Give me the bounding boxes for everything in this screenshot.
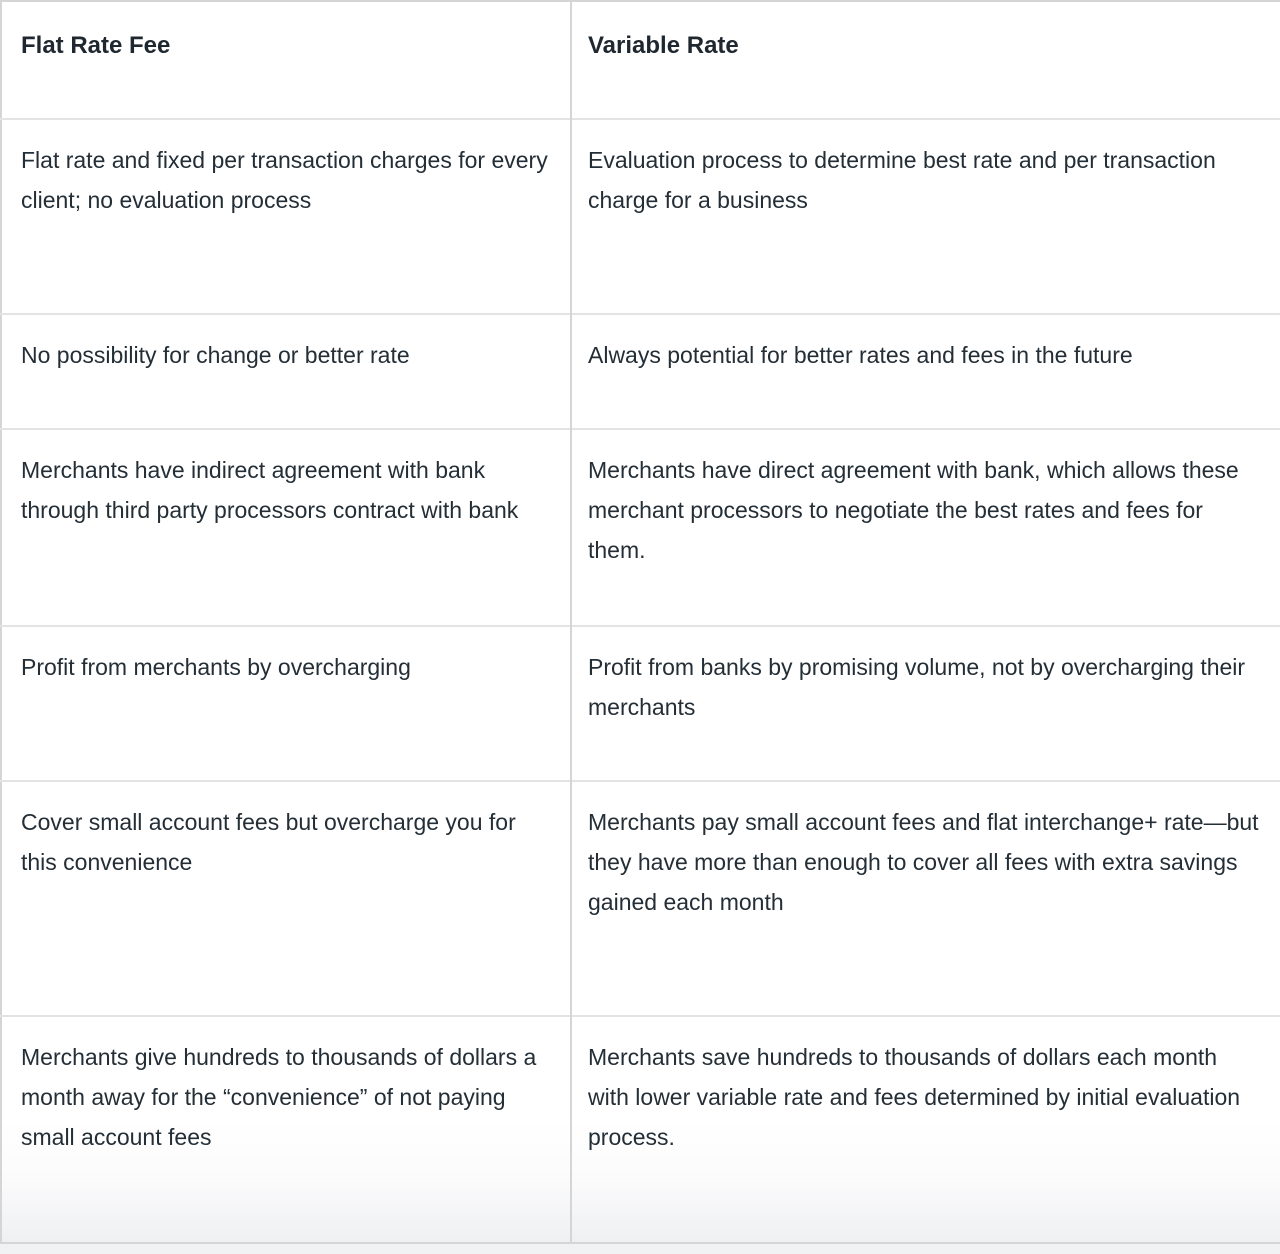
flat-rate-fee-cell: Profit from merchants by overcharging: [1, 626, 571, 781]
variable-rate-cell: Merchants save hundreds to thousands of dollars each month with lower variable rate and fees determined by initial evaluation process.: [571, 1016, 1280, 1243]
variable-rate-cell: Merchants pay small account fees and flat interchange+ rate—but they have more than enough to cover all fees with extra savings gained each month: [571, 781, 1280, 1016]
table-row: [1, 1016, 1280, 1243]
variable-rate-cell: Merchants have direct agreement with bank, which allows these merchant processors to negotiate the best rates and fees for them.: [571, 429, 1280, 626]
header-flat-rate-fee: Flat Rate Fee: [1, 1, 571, 119]
table-row: [1, 119, 1280, 314]
variable-rate-cell: Evaluation process to determine best rate and per transaction charge for a business: [571, 119, 1280, 314]
variable-rate-cell: Always potential for better rates and fees in the future: [571, 314, 1280, 429]
table-row: [1, 429, 1280, 626]
table-row: [1, 314, 1280, 429]
header-row: [1, 1, 1280, 119]
header-variable-rate: Variable Rate: [571, 1, 1280, 119]
table-row: [1, 626, 1280, 781]
flat-rate-fee-cell: No possibility for change or better rate: [1, 314, 571, 429]
flat-rate-fee-cell: Merchants have indirect agreement with bank through third party processors contract with bank: [1, 429, 571, 626]
page-bottom-strip: [0, 1244, 1280, 1254]
table-row: [1, 781, 1280, 1016]
flat-rate-fee-cell: Cover small account fees but overcharge you for this convenience: [1, 781, 571, 1016]
flat-rate-fee-cell: Merchants give hundreds to thousands of dollars a month away for the “convenience” of not paying small account fees: [1, 1016, 571, 1243]
flat-rate-fee-cell: Flat rate and fixed per transaction charges for every client; no evaluation process: [1, 119, 571, 314]
variable-rate-cell: Profit from banks by promising volume, not by overcharging their merchants: [571, 626, 1280, 781]
